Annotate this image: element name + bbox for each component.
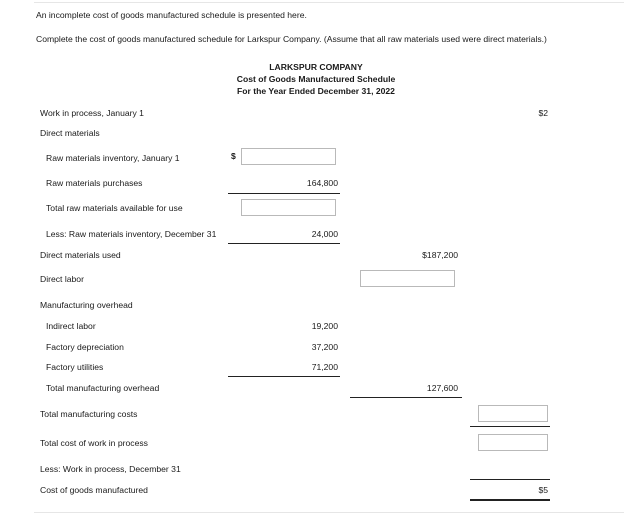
less-raw-dec31-label: Less: Raw materials inventory, December 31 bbox=[46, 229, 217, 239]
direct-labor-label: Direct labor bbox=[40, 274, 84, 284]
subtotal-rule bbox=[470, 479, 550, 480]
indirect-labor-label: Indirect labor bbox=[46, 321, 96, 331]
double-underline bbox=[470, 499, 550, 501]
less-wip-dec31-label: Less: Work in process, December 31 bbox=[40, 464, 181, 474]
factory-dep-label: Factory depreciation bbox=[46, 342, 124, 352]
total-overhead-value: 127,600 bbox=[426, 383, 458, 393]
subtotal-rule bbox=[470, 426, 550, 427]
currency-sign: $ bbox=[231, 151, 236, 161]
schedule-title: Cost of Goods Manufactured Schedule bbox=[236, 74, 396, 84]
total-mfg-costs-input[interactable] bbox=[478, 405, 548, 422]
total-raw-label: Total raw materials available for use bbox=[46, 203, 183, 213]
raw-inv-jan1-label: Raw materials inventory, January 1 bbox=[46, 153, 180, 163]
raw-inv-jan1-input[interactable] bbox=[241, 148, 336, 165]
raw-purchases-label: Raw materials purchases bbox=[46, 178, 143, 188]
bottom-divider bbox=[34, 512, 624, 513]
indirect-labor-value: 19,200 bbox=[311, 321, 338, 331]
subtotal-rule bbox=[350, 397, 462, 398]
subtotal-rule bbox=[228, 243, 340, 244]
schedule-period: For the Year Ended December 31, 2022 bbox=[237, 86, 395, 96]
company-name: LARKSPUR COMPANY bbox=[269, 62, 363, 72]
subtotal-rule bbox=[228, 193, 340, 194]
less-raw-dec31-value: 24,000 bbox=[311, 229, 338, 239]
direct-labor-input[interactable] bbox=[360, 270, 455, 287]
wip-jan1-value: $2 bbox=[538, 108, 548, 118]
factory-util-label: Factory utilities bbox=[46, 362, 104, 372]
cogm-value: $5 bbox=[538, 485, 548, 495]
factory-dep-value: 37,200 bbox=[311, 342, 338, 352]
total-wip-input[interactable] bbox=[478, 434, 548, 451]
mfg-overhead-heading: Manufacturing overhead bbox=[40, 300, 133, 310]
total-overhead-label: Total manufacturing overhead bbox=[46, 383, 160, 393]
factory-util-value: 71,200 bbox=[311, 362, 338, 372]
cogm-label: Cost of goods manufactured bbox=[40, 485, 148, 495]
raw-purchases-value: 164,800 bbox=[306, 178, 338, 188]
top-divider bbox=[34, 2, 624, 3]
dm-used-value: $187,200 bbox=[422, 250, 458, 260]
intro-text: An incomplete cost of goods manufactured schedule is presented here. bbox=[36, 10, 307, 20]
total-raw-input[interactable] bbox=[241, 199, 336, 216]
direct-materials-heading: Direct materials bbox=[40, 128, 100, 138]
wip-jan1-label: Work in process, January 1 bbox=[40, 108, 144, 118]
dm-used-label: Direct materials used bbox=[40, 250, 121, 260]
subtotal-rule bbox=[228, 376, 340, 377]
instructions-text: Complete the cost of goods manufactured schedule for Larkspur Company. (Assume that all raw materials used were direct materials.) bbox=[36, 34, 547, 44]
total-wip-label: Total cost of work in process bbox=[40, 438, 148, 448]
total-mfg-costs-label: Total manufacturing costs bbox=[40, 409, 138, 419]
